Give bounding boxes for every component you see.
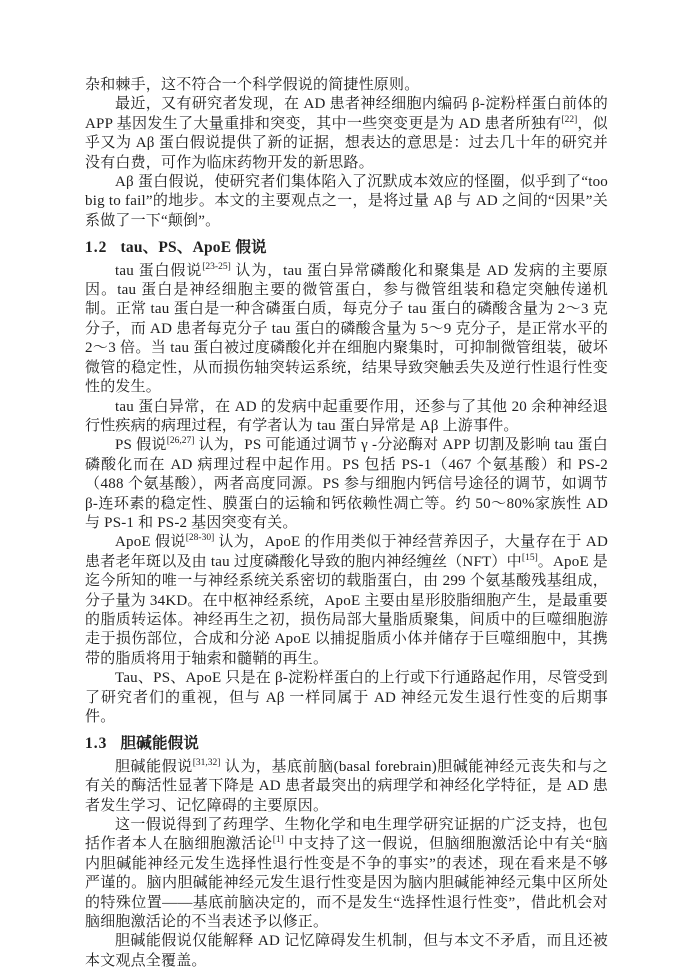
citation-ref: [31,32] xyxy=(192,757,221,768)
paragraph: ApoE 假说[28-30] 认为，ApoE 的作用类似于神经营养因子，大量存在于 AD 患者老年斑以及由 tau 过度磷酸化导致的胞内神经缠丝（NFT）中[15]。ApoE 是迄今所知的唯一与神经系统关系密切的载脂蛋白，由 299 个氨基酸残基组成，分子量为 34KD。在中枢神经系统，ApoE 主要由星形胶脂细胞产生，是最重要的脂质转运体。神经再生之初，损伤局部大量脂质聚集，间质中的巨噬细胞游走于损伤部位，合成和分泌 ApoE 以捕捉脂质小体并储存于巨噬细胞中，其携带的脂质将用于轴索和髓鞘的再生。 xyxy=(85,533,609,667)
paragraph: tau 蛋白异常，在 AD 的发病中起重要作用，还参与了其他 20 余种神经退行性疾病的病理过程，有学者认为 tau 蛋白异常是 Aβ 上游事件。 xyxy=(85,398,608,434)
paragraph: 最近，又有研究者发现，在 AD 患者神经细胞内编码 β-淀粉样蛋白前体的 APP 基因发生了大量重排和突变，其中一些突变更是为 AD 患者所独有[22]，似乎又为 Aβ 蛋白假说提供了新的证据，想表达的意思是：过去几十年的研究并没有白费，可作为临床药物开发的新思路。 xyxy=(85,96,608,171)
section-number: 1.2 xyxy=(85,239,108,257)
section-heading xyxy=(85,734,608,753)
citation-ref: [23-25] xyxy=(202,261,231,272)
citation-ref: [22] xyxy=(561,114,578,125)
section-title: tau、PS、ApoE 假说 xyxy=(120,239,267,257)
paragraph: 胆碱能假说[31,32] 认为，基底前脑(basal forebrain)胆碱能神经元丧失和与之有关的酶活性显著下降是 AD 患者最突出的病理学和神经化学特征，是 AD 患者发生学习、记忆障碍的主要原因。 xyxy=(85,757,608,814)
section-number: 1.3 xyxy=(85,735,108,753)
paragraph: Tau、PS、ApoE 只是在 β-淀粉样蛋白的上行或下行通路起作用，尽管受到了研究者们的重视，但与 Aβ 一样同属于 AD 神经元发生退行性变的后期事件。 xyxy=(85,670,608,725)
citation-ref: [1] xyxy=(272,835,284,846)
paragraph: 这一假说得到了药理学、生物化学和电生理学研究证据的广泛支持，也包括作者本人在脑细胞激活论[1] 中支持了这一假说，但脑细胞激活论中有关“脑内胆碱能神经元发生选择性退行性变是不争的事实”的表述，现在看来是不够严谨的。脑内胆碱能神经元发生退行性变是因为脑内胆碱能神经元集中区所处的特殊位置——基底前脑决定的，而不是发生“选择性退行性变”，借此机会对脑细胞激活论的不当表述予以修正。 xyxy=(85,817,608,931)
citation-ref: [15] xyxy=(521,552,538,563)
paragraph: 胆碱能假说仅能解释 AD 记忆障碍发生机制，但与本文不矛盾，而且还被本文观点全覆盖。 xyxy=(85,933,608,969)
paragraph: 杂和棘手，这不符合一个科学假说的简捷性原则。 xyxy=(85,77,420,93)
section-title: 胆碱能假说 xyxy=(120,735,200,753)
section-heading xyxy=(85,238,608,257)
paragraph: PS 假说[26,27] 认为，PS 可能通过调节 γ -分泌酶对 APP 切割及影响 tau 蛋白磷酸化而在 AD 病理过程中起作用。PS 包括 PS-1（467 个氨基酸）和 PS-2（488 个氨基酸），两者高度同源。PS 参与细胞内钙信号途径的调节，如调节 β-连环素的稳定性、膜蛋白的运输和钙依赖性凋亡等。约 50～80%家族性 AD 与 PS-1 和 PS-2 基因突变有关。 xyxy=(85,436,609,531)
citation-ref: [28-30] xyxy=(185,533,215,544)
citation-ref: [26,27] xyxy=(166,436,195,447)
page-content xyxy=(85,76,608,971)
paragraph: Aβ 蛋白假说，使研究者们集体陷入了沉默成本效应的怪圈，似乎到了“too big to fail”的地步。本文的主要观点之一，是将过量 Aβ 与 AD 之间的“因果”关系做了一下“颠倒”。 xyxy=(85,174,608,229)
paragraph: tau 蛋白假说[23-25] 认为，tau 蛋白异常磷酸化和聚集是 AD 发病的主要原因。tau 蛋白是神经细胞主要的微管蛋白，参与微管组装和稳定突触传递机制。正常 tau 蛋白是一种含磷蛋白质，每克分子 tau 蛋白的磷酸含量为 2～3 克分子，而 AD 患者每克分子 tau 蛋白的磷酸含量为 5～9 克分子，是正常水平的 2～3 倍。当 tau 蛋白被过度磷酸化并在细胞内聚集时，可抑制微管组装，破坏微管的稳定性，从而损伤轴突转运系统，结果导致突触丢失及逆行性退行性变性的发生。 xyxy=(85,261,608,396)
